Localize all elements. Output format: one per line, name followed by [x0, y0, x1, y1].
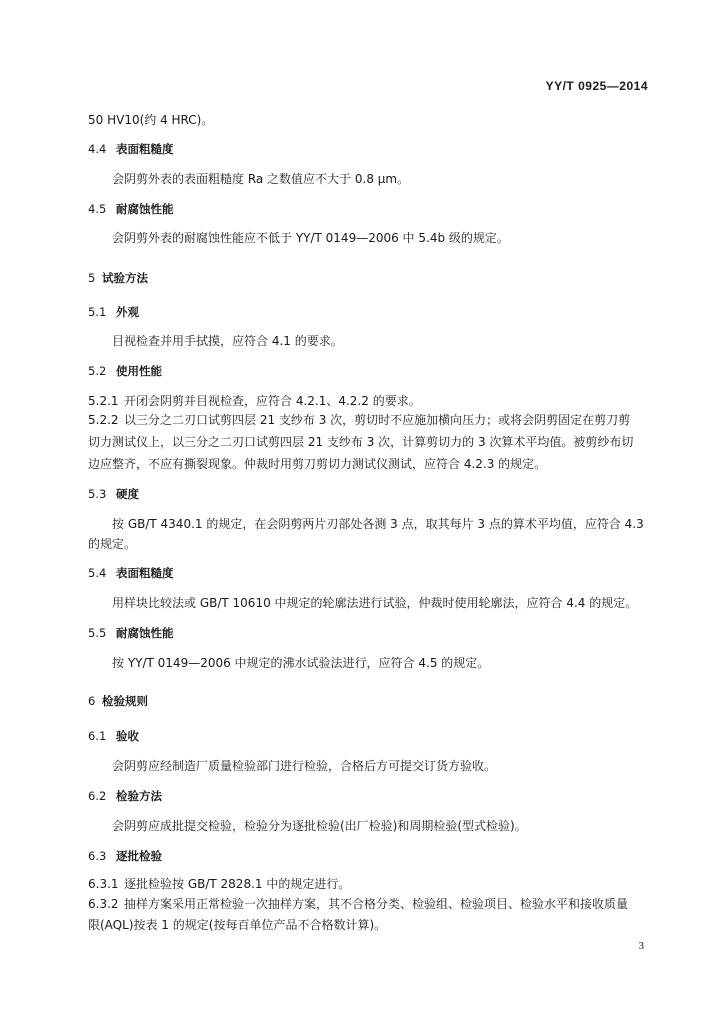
section-number: 6.3: [88, 849, 107, 863]
standard-code: YY/T 0925—2014: [545, 79, 648, 93]
section-number: 5.4: [88, 566, 107, 580]
section-title: 使用性能: [116, 364, 162, 378]
paragraph-line: 的规定。: [88, 537, 137, 551]
paragraph-line: 会阴剪外表的表面粗糙度 Ra 之数值应不大于 0.8 μm。: [112, 172, 410, 186]
section-number: 5: [88, 271, 96, 285]
section-title: 硬度: [116, 487, 139, 501]
clause-text: 开闭会阴剪并目视检查，应符合 4.2.1、4.2.2 的要求。: [124, 394, 421, 408]
section-title: 耐腐蚀性能: [116, 202, 174, 216]
section-title: 验收: [116, 729, 139, 743]
section-number: 6.1: [88, 729, 107, 743]
clause-text: 以三分之二刃口试剪四层 21 支纱布 3 次，剪切时不应施加横向压力；或将会阴剪固定在剪刀剪: [124, 413, 631, 427]
paragraph-line: 限(AQL)按表 1 的规定(按每百单位产品不合格数计算)。: [88, 918, 387, 932]
section-number: 5.1: [88, 305, 107, 319]
section-title: 表面粗糙度: [116, 142, 174, 156]
section-heading-5-5: [88, 625, 658, 641]
clause-6-3-1: [88, 876, 658, 892]
section-number: 6.2: [88, 789, 107, 803]
section-title: 检验规则: [102, 694, 148, 708]
paragraph-line: 目视检查并用手拭摸，应符合 4.1 的要求。: [112, 334, 343, 348]
paragraph-line: 会阴剪应成批提交检验，检验分为逐批检验(出厂检验)和周期检验(型式检验)。: [112, 819, 527, 833]
section-title: 耐腐蚀性能: [116, 626, 174, 640]
clause-number: 5.2.2: [88, 413, 119, 427]
paragraph-line: 边应整齐，不应有撕裂现象。仲裁时用剪刀剪切力测试仪测试，应符合 4.2.3 的规定。: [88, 457, 547, 471]
section-title: 外观: [116, 305, 139, 319]
paragraph-line: 切力测试仪上，以三分之二刃口试剪四层 21 支纱布 3 次，计算剪切力的 3 次算术平均值。被剪纱布切: [88, 435, 634, 449]
paragraph-line: 用样块比较法或 GB/T 10610 中规定的轮廓法进行试验，仲裁时使用轮廓法，应符合 4.4 的规定。: [112, 596, 638, 610]
section-heading-6-1: [88, 728, 658, 744]
section-number: 4.5: [88, 202, 107, 216]
page-number: 3: [638, 940, 644, 952]
clause-text: 抽样方案采用正常检验一次抽样方案，其不合格分类、检验组、检验项目、检验水平和接收质量: [124, 897, 629, 911]
clause-5-2-1: [88, 393, 658, 409]
section-number: 5.5: [88, 626, 107, 640]
clause-number: 6.3.2: [88, 897, 119, 911]
section-title: 检验方法: [116, 789, 162, 803]
paragraph-line: 会阴剪应经制造厂质量检验部门进行检验，合格后方可提交订货方验收。: [112, 759, 497, 773]
section-title: 逐批检验: [116, 849, 162, 863]
clause-6-3-2: [88, 896, 658, 912]
section-heading-5: [88, 270, 658, 286]
section-heading-5-4: [88, 565, 658, 581]
section-heading-4-5: [88, 201, 658, 217]
section-number: 5.3: [88, 487, 107, 501]
section-heading-4-4: [88, 141, 658, 157]
section-number: 4.4: [88, 142, 107, 156]
paragraph-line: 50 HV10(约 4 HRC)。: [88, 113, 214, 127]
section-heading-6-3: [88, 848, 658, 864]
section-heading-6-2: [88, 788, 658, 804]
clause-text: 逐批检验按 GB/T 2828.1 中的规定进行。: [124, 877, 351, 891]
paragraph-line: 按 YY/T 0149—2006 中规定的沸水试验法进行，应符合 4.5 的规定。: [112, 656, 490, 670]
section-number: 6: [88, 694, 96, 708]
paragraph-line: 会阴剪外表的耐腐蚀性能应不低于 YY/T 0149—2006 中 5.4b 级的规定。: [112, 231, 509, 245]
section-heading-5-2: [88, 363, 658, 379]
section-title: 表面粗糙度: [116, 566, 174, 580]
clause-number: 5.2.1: [88, 394, 119, 408]
section-number: 5.2: [88, 364, 107, 378]
clause-number: 6.3.1: [88, 877, 119, 891]
section-heading-5-1: [88, 304, 658, 320]
section-title: 试验方法: [102, 271, 148, 285]
section-heading-6: [88, 693, 658, 709]
clause-5-2-2: [88, 412, 658, 428]
section-heading-5-3: [88, 486, 658, 502]
paragraph-line: 按 GB/T 4340.1 的规定，在会阴剪两片刃部处各测 3 点，取其每片 3 点的算术平均值，应符合 4.3: [112, 517, 644, 531]
